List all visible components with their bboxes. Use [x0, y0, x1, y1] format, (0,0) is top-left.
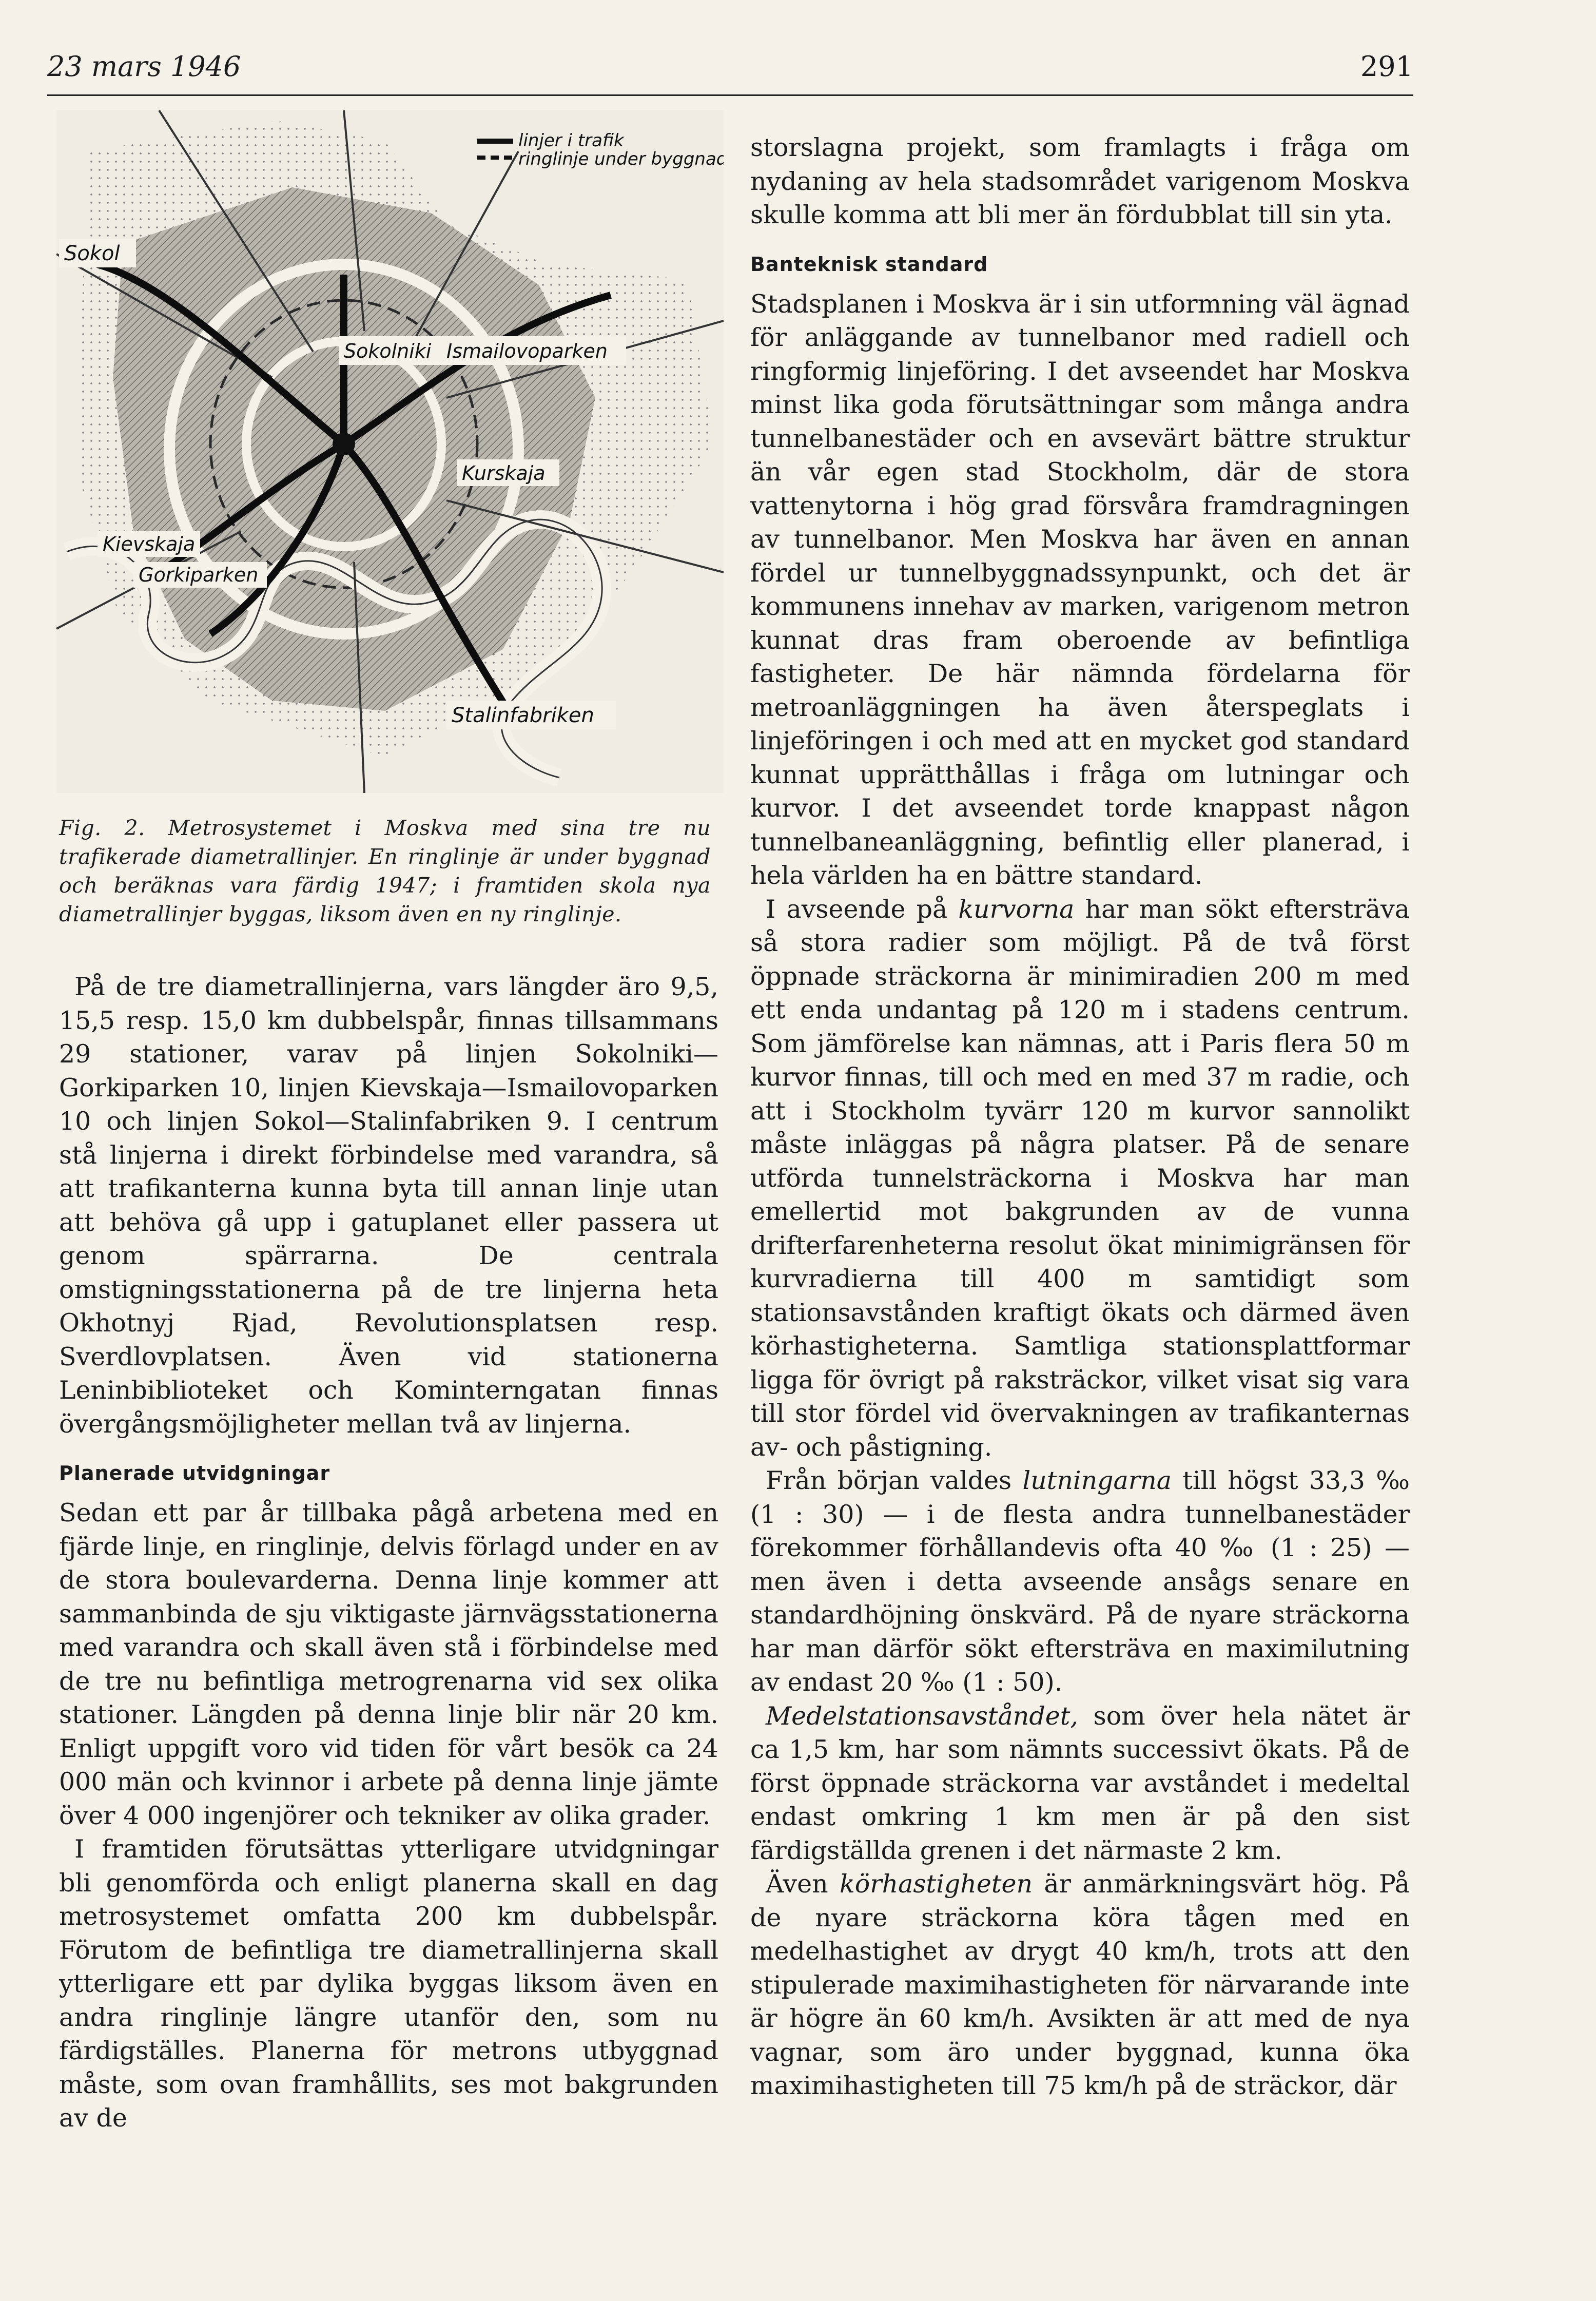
metro-map [56, 110, 724, 793]
emphasis: Medelstationsavståndet, [766, 1701, 1078, 1731]
text-run: har man sökt eftersträva så stora radier som möjligt. På de två först öppnade sträckorna är minimiradien 200 m med ett enda undantag på 120 m i stadens centrum. Som jämförelse kan nämnas, att i Paris flera 50 m kurvor finnas, till och med en med 37 m radie, och att i Stockholm tyvärr 120 m kurvor sannolikt måste inläggas på några platser. På de senare utförda tunnelsträckorna i Moskva har man emellertid mot bakgrunden av de vunna drifterfarenheterna resolut ökat minimigränsen för kurvradierna till 400 m samtidigt som stationsavstånden kraftigt ökats och därmed även körhastigheterna. Samtliga stationsplattformar ligga för övrigt på raksträckor, vilket visat sig vara till stor fördel vid övervakningen av trafikanternas av- och påstigning. [750, 894, 1410, 1462]
header-rule [47, 94, 1413, 96]
right-column [750, 131, 1410, 2103]
label-sokol: Sokol [64, 242, 120, 265]
label-stalinfabriken: Stalinfabriken [452, 704, 594, 727]
emphasis: lutningarna [1022, 1466, 1172, 1495]
paragraph [750, 1867, 1410, 2103]
issue-date: 23 mars 1946 [47, 50, 241, 83]
paragraph: I framtiden förutsättas ytterligare utvidgningar bli genomförda och enligt planerna skall en dag metrosystemet omfatta 200 km dubbelspår. Förutom de befintliga tre diametrallinjerna skall ytterligare ett par dylika byggas liksom även en andra ringlinje längre utanför den, som nu färdigställes. Planerna för metrons utbyggnad måste, som ovan framhållits, ses mot bakgrunden av de [59, 1834, 718, 2133]
text-run: som över hela nätet är ca 1,5 km, har som nämnts successivt ökats. På de först öppnade sträckorna var avståndet i medeltal endast omkring 1 km men är på den sist färdigställda grenen i det närmaste 2 km. [750, 1701, 1410, 1865]
paragraph [750, 1699, 1410, 1868]
label-kievskaja: Kievskaja [103, 533, 196, 555]
paragraph: Sedan ett par år tillbaka pågå arbetena med en fjärde linje, en ringlinje, delvis förlagd under en av de stora boulevarderna. Denna linje kommer att sammanbinda de sju viktigaste järnvägsstationerna med varandra och skall även stå i förbindelse med de tre nu befintliga metrogrenarna vid sex olika stationer. Längden på denna linje blir när 20 km. Enligt uppgift voro vid tiden för vårt besök ca 24 000 män och kvinnor i arbete på denna linje jämte över 4 000 ingenjörer och tekniker av olika grader. [59, 1498, 718, 1830]
emphasis: körhastigheten [840, 1869, 1033, 1899]
figure-caption: Fig. 2. Metrosystemet i Moskva med sina tre nu trafikerade diametrallinjer. En ringlinje är under byggnad och beräknas vara färdig 1947; i framtiden skola nya diametrallinjer byggas, liksom även en ny ringlinje. [59, 816, 711, 926]
label-kurskaja: Kurskaja [462, 462, 546, 485]
label-gorkiparken: Gorkiparken [139, 564, 259, 586]
label-sokolniki: Sokolniki [344, 340, 432, 362]
metro-map-figure [56, 110, 724, 793]
paragraph: Stadsplanen i Moskva är i sin utformning väl ägnad för anläggande av tunnelbanor med radiell och ringformig linjeföring. I det avseendet har Moskva minst lika goda förutsättningar som många andra tunnelbanestäder och en avsevärt bättre struktur än vår egen stad Stockholm, där de stora vattenytorna i hög grad försvåra framdragningen av tunnelbanor. Men Moskva har även en annan fördel ur tunnelbyggnadssynpunkt, och det är kommunens innehav av marken, varigenom metron kunnat dras fram oberoende av befintliga fastigheter. De här nämnda fördelarna för metroanläggningen ha även återspeglats i linjeföringen i och med att en mycket god standard kunnat upprätthållas i fråga om lutningar och kurvor. I det avseendet torde knappast någon tunnelbaneanläggning, befintlig eller planerad, i hela världen ha en bättre standard. [750, 289, 1410, 890]
text-run: Även [766, 1869, 840, 1899]
emphasis: kurvorna [958, 894, 1075, 924]
paragraph [750, 893, 1410, 1464]
page-number: 291 [1360, 50, 1413, 83]
page-header [47, 45, 1413, 96]
legend-in-traffic: linjer i trafik [518, 130, 624, 151]
text-run: till högst 33,3 ‰ (1 : 30) — i de flesta andra tunnelbanestäder förekommer förhållandevis ofta 40 ‰ (1 : 25) — men även i detta avseende ansågs senare en standardhöjning önskvärd. På de nyare sträckorna har man därför sökt eftersträva en maximilutning av endast 20 ‰ (1 : 50). [750, 1466, 1410, 1697]
label-ismailovoparken: Ismailovoparken [446, 340, 608, 362]
paragraph: På de tre diametrallinjerna, vars längder äro 9,5, 15,5 resp. 15,0 km dubbelspår, finnas tillsammans 29 stationer, varav på linjen Sokolniki—Gorkiparken 10, linjen Kievskaja—Ismailovoparken 10 och linjen Sokol—Stalinfabriken 9. I centrum stå linjerna i direkt förbindelse med varandra, så att trafikanterna kunna byta till annan linje utan att behöva gå upp i gatuplanet eller passera ut genom spärrarna. De centrala omstigningsstationerna på de tre linjerna heta Okhotnyj Rjad, Revolutionsplatsen resp. Sverdlovplatsen. Även vid stationerna Leninbiblioteket och Kominterngatan finnas övergångsmöjligheter mellan två av linjerna. [59, 972, 718, 1439]
section-heading: Banteknisk standard [750, 253, 988, 276]
paragraph: storslagna projekt, som framlagts i fråga om nydaning av hela stadsområdet varigenom Moskva skulle komma att bli mer än fördubblat till sin yta. [750, 133, 1410, 229]
left-column [59, 970, 718, 2135]
legend-under-construction: ringlinje under byggnad [518, 149, 724, 169]
text-run: är anmärkningsvärt hög. På de nyare sträckorna köra tågen med en medelhastighet av drygt 40 km/h, trots att den stipulerade maximihastigheten för närvarande inte är högre än 60 km/h. Avsikten är att med de nya vagnar, som äro under byggnad, kunna öka maximihastigheten till 75 km/h på de sträckor, där [750, 1869, 1410, 2100]
text-run: Från början valdes [766, 1466, 1023, 1495]
paragraph [750, 1464, 1410, 1699]
text-run: I avseende på [766, 894, 959, 924]
section-heading: Planerade utvidgningar [59, 1462, 330, 1484]
